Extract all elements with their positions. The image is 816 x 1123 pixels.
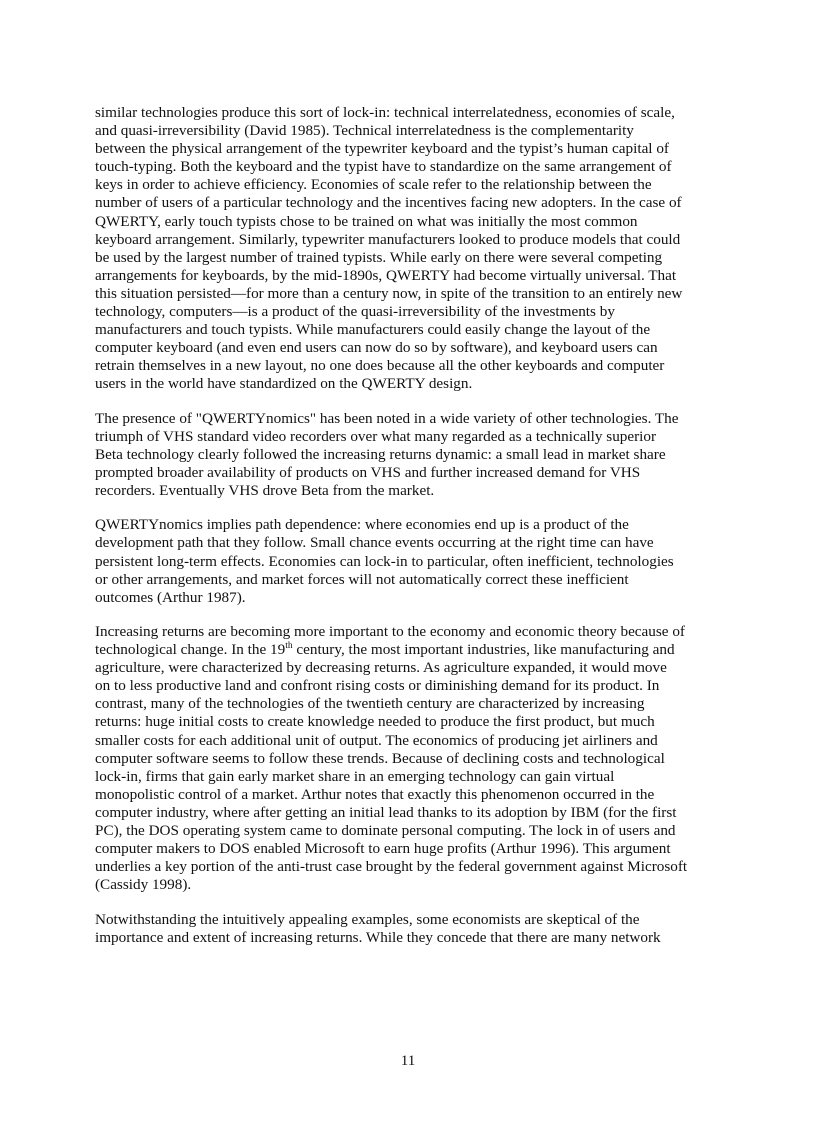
text-line: QWERTY, early touch typists chose to be trained on what was initially the most common bbox=[95, 212, 638, 230]
text-line: retrain themselves in a new layout, no one does because all the other keyboards and computer bbox=[95, 357, 665, 375]
body-text bbox=[95, 104, 721, 963]
text-line: lock-in, firms that gain early market share in an emerging technology can gain virtual bbox=[95, 767, 615, 785]
text-line: computer software seems to follow these trends. Because of declining costs and technological bbox=[95, 749, 665, 767]
ordinal-superscript: th bbox=[285, 641, 293, 652]
text-line: recorders. Eventually VHS drove Beta from the market. bbox=[95, 482, 435, 500]
text-line: Increasing returns are becoming more important to the economy and economic theory because of bbox=[95, 623, 685, 640]
text-line: Beta technology clearly followed the increasing returns dynamic: a small lead in market share bbox=[95, 445, 666, 463]
text-line: be used by the largest number of trained typists. While early on there were several competing bbox=[95, 248, 663, 266]
text-line: agriculture, were characterized by decreasing returns. As agriculture expanded, it would move bbox=[95, 659, 667, 677]
text-line: and quasi-irreversibility (David 1985). Technical interrelatedness is the complementarity bbox=[95, 122, 634, 140]
text-line: monopolistic control of a market. Arthur notes that exactly this phenomenon occurred in the bbox=[95, 785, 655, 803]
text-line: smaller costs for each additional unit of output. The economics of producing jet airliners and bbox=[95, 731, 658, 749]
text-line: Notwithstanding the intuitively appealing examples, some economists are skeptical of the bbox=[95, 910, 640, 928]
text-line: technology, computers—is a product of the quasi-irreversibility of the investments by bbox=[95, 303, 615, 321]
text-fragment: century, the most important industries, like manufacturing and bbox=[292, 641, 675, 659]
paragraph-path-dependence bbox=[95, 516, 721, 606]
paragraph-increasing-returns bbox=[95, 623, 721, 894]
text-line: touch-typing. Both the keyboard and the typist have to standardize on the same arrangement of bbox=[95, 158, 672, 176]
page-number: 11 bbox=[400, 1052, 416, 1069]
text-line: returns: huge initial costs to create knowledge needed to produce the first product, but much bbox=[95, 713, 655, 731]
paragraph-lock-in-sources bbox=[95, 104, 721, 394]
paragraph-skeptics bbox=[95, 911, 721, 947]
text-line: computer makers to DOS enabled Microsoft to earn huge profits (Arthur 1996). This argument bbox=[95, 840, 671, 858]
text-line: between the physical arrangement of the typewriter keyboard and the typist’s human capital of bbox=[95, 140, 669, 158]
text-line: persistent long-term effects. Economies can lock-in to particular, often inefficient, technologies bbox=[95, 552, 674, 570]
text-line: keys in order to achieve efficiency. Economies of scale refer to the relationship between the bbox=[95, 176, 652, 194]
text-line: triumph of VHS standard video recorders over what many regarded as a technically superior bbox=[95, 427, 657, 445]
text-line: number of users of a particular technology and the incentives facing new adopters. In the case of bbox=[95, 194, 682, 212]
text-line: or other arrangements, and market forces will not automatically correct these inefficient bbox=[95, 570, 629, 588]
text-line: outcomes (Arthur 1987). bbox=[95, 588, 246, 606]
text-line: prompted broader availability of products on VHS and further increased demand for VHS bbox=[95, 463, 641, 481]
text-line: QWERTYnomics implies path dependence: where economies end up is a product of the bbox=[95, 516, 629, 534]
text-line: importance and extent of increasing returns. While they concede that there are many network bbox=[95, 928, 661, 946]
text-line: on to less productive land and confront rising costs or diminishing demand for its product. In bbox=[95, 677, 660, 695]
text-line: The presence of "QWERTYnomics" has been noted in a wide variety of other technologies. The bbox=[95, 409, 679, 427]
text-line: keyboard arrangement. Similarly, typewriter manufacturers looked to produce models that could bbox=[95, 230, 681, 248]
text-line: contrast, many of the technologies of the twentieth century are characterized by increasing bbox=[95, 695, 645, 713]
text-line: (Cassidy 1998). bbox=[95, 876, 192, 894]
text-fragment: technological change. In the 19 bbox=[95, 641, 286, 659]
text-line bbox=[95, 641, 721, 659]
text-line: development path that they follow. Small chance events occurring at the right time can have bbox=[95, 534, 654, 552]
text-line: arrangements for keyboards, by the mid-1890s, QWERTY had become virtually universal. That bbox=[95, 266, 677, 284]
paragraph-qwertynomics-vhs bbox=[95, 410, 721, 500]
text-line: computer keyboard (and even end users can now do so by software), and keyboard users can bbox=[95, 339, 658, 357]
text-line: computer industry, where after getting an initial lead thanks to its adoption by IBM (for the first bbox=[95, 803, 677, 821]
text-line: PC), the DOS operating system came to dominate personal computing. The lock in of users and bbox=[95, 822, 676, 840]
text-line: this situation persisted—for more than a century now, in spite of the transition to an entirely new bbox=[95, 284, 683, 302]
text-line: underlies a key portion of the anti-trust case brought by the federal government against Microsoft bbox=[95, 858, 688, 876]
text-line: users in the world have standardized on the QWERTY design. bbox=[95, 375, 473, 393]
text-line: manufacturers and touch typists. While manufacturers could easily change the layout of the bbox=[95, 321, 651, 339]
text-line: similar technologies produce this sort of lock-in: technical interrelatedness, economies of scale, bbox=[95, 104, 675, 121]
